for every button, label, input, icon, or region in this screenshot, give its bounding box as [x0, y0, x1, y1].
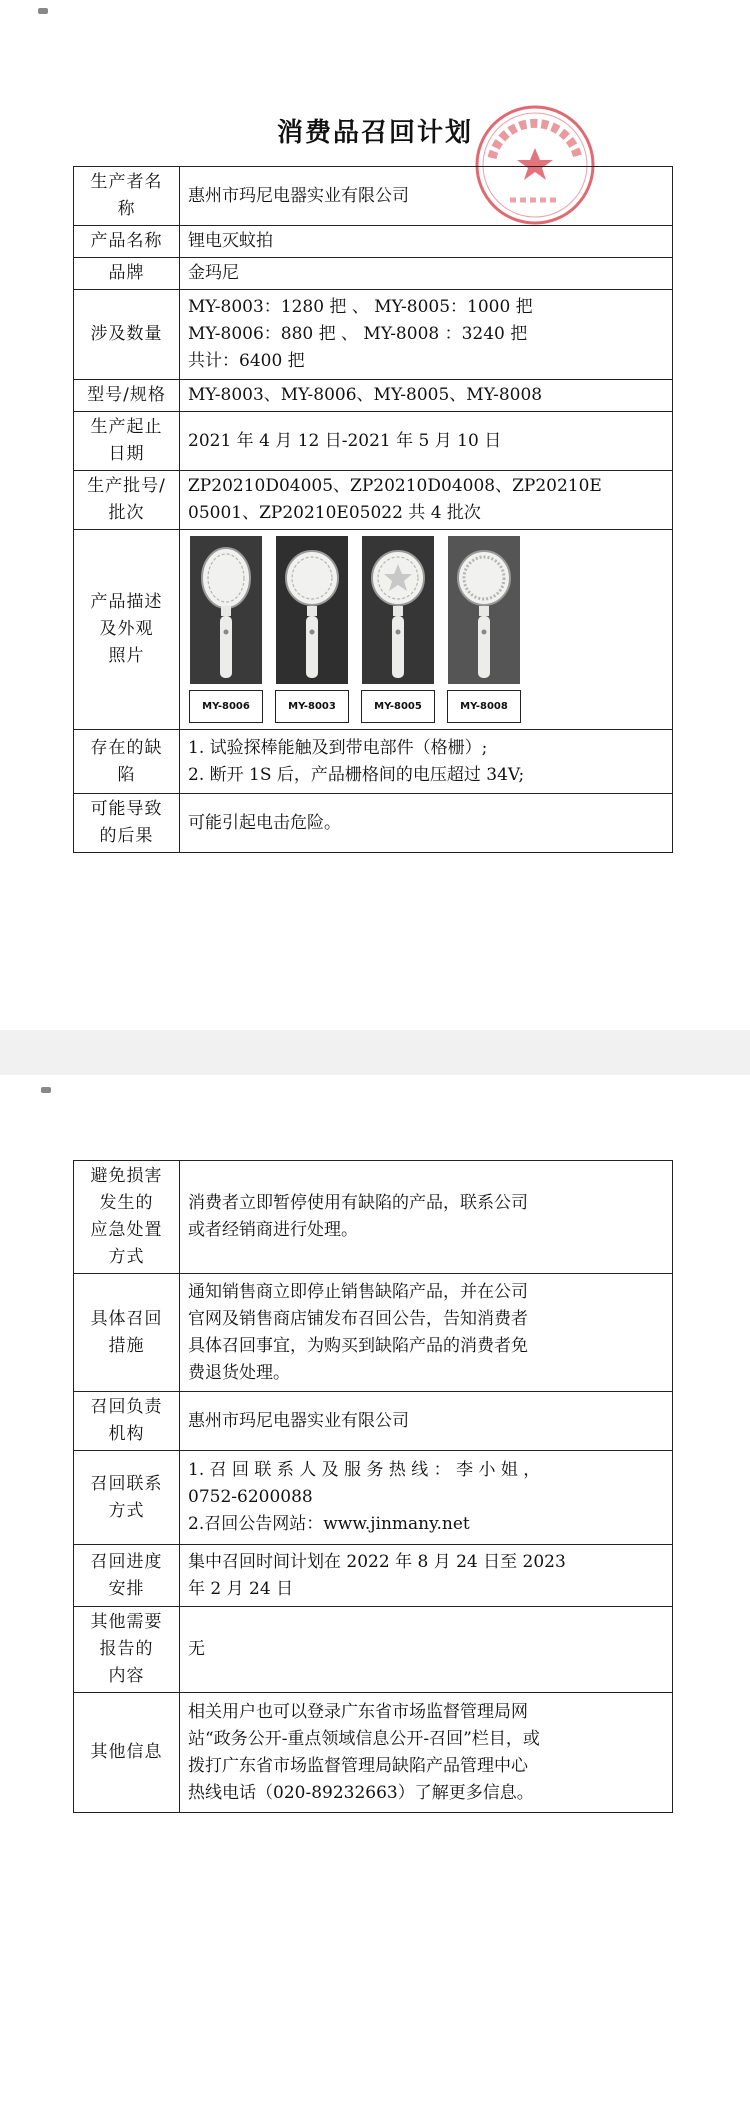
text-line: 2.召回公告网站：www.jinmany.net [188, 1514, 470, 1534]
text-line: 其他信息 [90, 1742, 163, 1762]
text-line: MY-8006：880 把 、 MY-8008 ：3240 把 [188, 324, 528, 344]
photo-caption: MY-8008 [447, 690, 521, 723]
text-line: 产品描述及外观 [90, 592, 163, 639]
text-line: 具体召回措施 [90, 1308, 163, 1356]
text-line: 年 2 月 24 日 [188, 1578, 294, 1599]
text-line: 召回进度安排 [90, 1551, 163, 1599]
text-line: 无 [188, 1639, 205, 1659]
text-line: 相关用户也可以登录广东省市场监督管理局网 [188, 1701, 528, 1722]
swatter-image [362, 536, 434, 684]
swatter-icon [190, 536, 262, 684]
text-line: 召回联系方式 [90, 1473, 163, 1521]
field-label: 涉及数量 [74, 290, 180, 380]
table-row [74, 1545, 673, 1607]
field-label: 品牌 [74, 258, 180, 290]
text-line: MY-8003：1280 把 、 MY-8005：1000 把 [188, 297, 533, 317]
text-line: 惠州市玛尼电器实业有限公司 [188, 1410, 409, 1431]
table-row [74, 794, 673, 853]
page-title: 消费品召回计划 [276, 118, 473, 148]
text-line: 2. 断开 1S 后，产品栅格间的电压超过 34V; [188, 764, 525, 785]
field-value [180, 1451, 673, 1545]
table-row [74, 1392, 673, 1451]
text-line: 集中召回时间计划在 2022 年 8 月 24 日至 2023 [188, 1551, 566, 1572]
text-line: 应急处置方式 [90, 1220, 163, 1267]
field-value [180, 794, 673, 853]
field-value [180, 1274, 673, 1392]
field-label: 生产起止日期 [74, 412, 180, 471]
recall-table-top [73, 166, 673, 853]
table-row [74, 1693, 673, 1813]
text-line: 金玛尼 [188, 263, 239, 283]
text-line: 其他需要报告的 [90, 1612, 163, 1659]
field-value [180, 1545, 673, 1607]
field-value [180, 730, 673, 794]
field-label: 存在的缺陷 [74, 730, 180, 794]
text-line: 2021 年 4 月 12 日-2021 年 5 月 10 日 [188, 430, 502, 451]
scan-speck [41, 1087, 51, 1093]
photo-caption: MY-8006 [189, 690, 263, 723]
product-photo [276, 536, 348, 723]
recall-table-bottom [73, 1160, 673, 1813]
swatter-icon [362, 536, 434, 684]
field-value [180, 1607, 673, 1693]
text-line: 惠州市玛尼电器实业有限公司 [188, 185, 409, 206]
table-row [74, 226, 673, 258]
text-line: 站“政务公开-重点领域信息公开-召回”栏目，或 [188, 1728, 540, 1749]
text-line: 消费者立即暂停使用有缺陷的产品，联系公司 [188, 1193, 528, 1213]
swatter-image [190, 536, 262, 684]
page-1 [0, 0, 750, 1030]
text-line: 或者经销商进行处理。 [188, 1220, 358, 1240]
table-row [74, 1607, 673, 1693]
text-line: 锂电灭蚊拍 [188, 231, 273, 251]
text-line: 避免损害发生的 [90, 1166, 163, 1213]
field-value [180, 471, 673, 530]
field-label: 生产批号/批次 [74, 471, 180, 530]
text-line: 共计：6400 把 [188, 351, 305, 371]
page-2 [0, 1075, 750, 2121]
scan-speck [38, 8, 48, 14]
field-label [74, 1693, 180, 1813]
table-row [74, 530, 673, 730]
table-row [74, 471, 673, 530]
field-label [74, 1392, 180, 1451]
text-line: 拨打广东省市场监督管理局缺陷产品管理中心 [188, 1755, 528, 1776]
table-row [74, 412, 673, 471]
swatter-image [276, 536, 348, 684]
field-label [74, 1274, 180, 1392]
swatter-icon [448, 536, 520, 684]
text-line: 内容 [108, 1666, 145, 1686]
text-line: 照片 [108, 646, 145, 666]
table-row [74, 290, 673, 380]
text-line: 0752-6200088 [188, 1487, 313, 1507]
field-value [180, 258, 673, 290]
field-label: 产品名称 [74, 226, 180, 258]
text-line: 具体召回事宜，为购买到缺陷产品的消费者免 [188, 1335, 528, 1356]
table-row [74, 1451, 673, 1545]
field-value [180, 380, 673, 412]
field-value [180, 1693, 673, 1813]
field-value [180, 1392, 673, 1451]
field-label: 生产者名称 [74, 167, 180, 226]
page-gap [0, 1030, 750, 1075]
field-label [74, 1161, 180, 1274]
table-row [74, 1161, 673, 1274]
text-line: 1. 试验探棒能触及到带电部件（格栅）; [188, 737, 488, 758]
table-row [74, 167, 673, 226]
text-line: 官网及销售商店铺发布召回公告，告知消费者 [188, 1308, 528, 1329]
field-value [180, 226, 673, 258]
text-line: 费退货处理。 [188, 1362, 290, 1383]
text-line: 可能引起电击危险。 [188, 812, 341, 833]
product-photos [180, 530, 673, 730]
table-row [74, 258, 673, 290]
field-label [74, 1545, 180, 1607]
text-line: ZP20210D04005、ZP20210D04008、ZP20210E [188, 476, 602, 496]
text-line: 召回负责机构 [90, 1397, 163, 1444]
text-line: 热线电话（020-89232663）了解更多信息。 [188, 1782, 534, 1803]
text-line: 通知销售商立即停止销售缺陷产品，并在公司 [188, 1281, 528, 1302]
swatter-image [448, 536, 520, 684]
product-photo [190, 536, 262, 723]
text-line: 05001、ZP20210E05022 共 4 批次 [188, 503, 481, 523]
text-line: MY-8003、MY-8006、MY-8005、MY-8008 [188, 385, 543, 405]
swatter-icon [276, 536, 348, 684]
photo-caption: MY-8003 [275, 690, 349, 723]
table-row [74, 1274, 673, 1392]
field-label [74, 1451, 180, 1545]
text-line: 1. 召 回 联 系 人 及 服 务 热 线 ： 李 小 姐 ， [188, 1460, 541, 1480]
field-value [180, 290, 673, 380]
product-photo [362, 536, 434, 723]
field-value [180, 167, 673, 226]
field-label: 型号/规格 [74, 380, 180, 412]
field-label [74, 530, 180, 730]
field-value [180, 412, 673, 471]
field-value [180, 1161, 673, 1274]
photo-caption: MY-8005 [361, 690, 435, 723]
field-label: 可能导致的后果 [74, 794, 180, 853]
product-photo [448, 536, 520, 723]
field-label [74, 1607, 180, 1693]
table-row [74, 380, 673, 412]
table-row [74, 730, 673, 794]
